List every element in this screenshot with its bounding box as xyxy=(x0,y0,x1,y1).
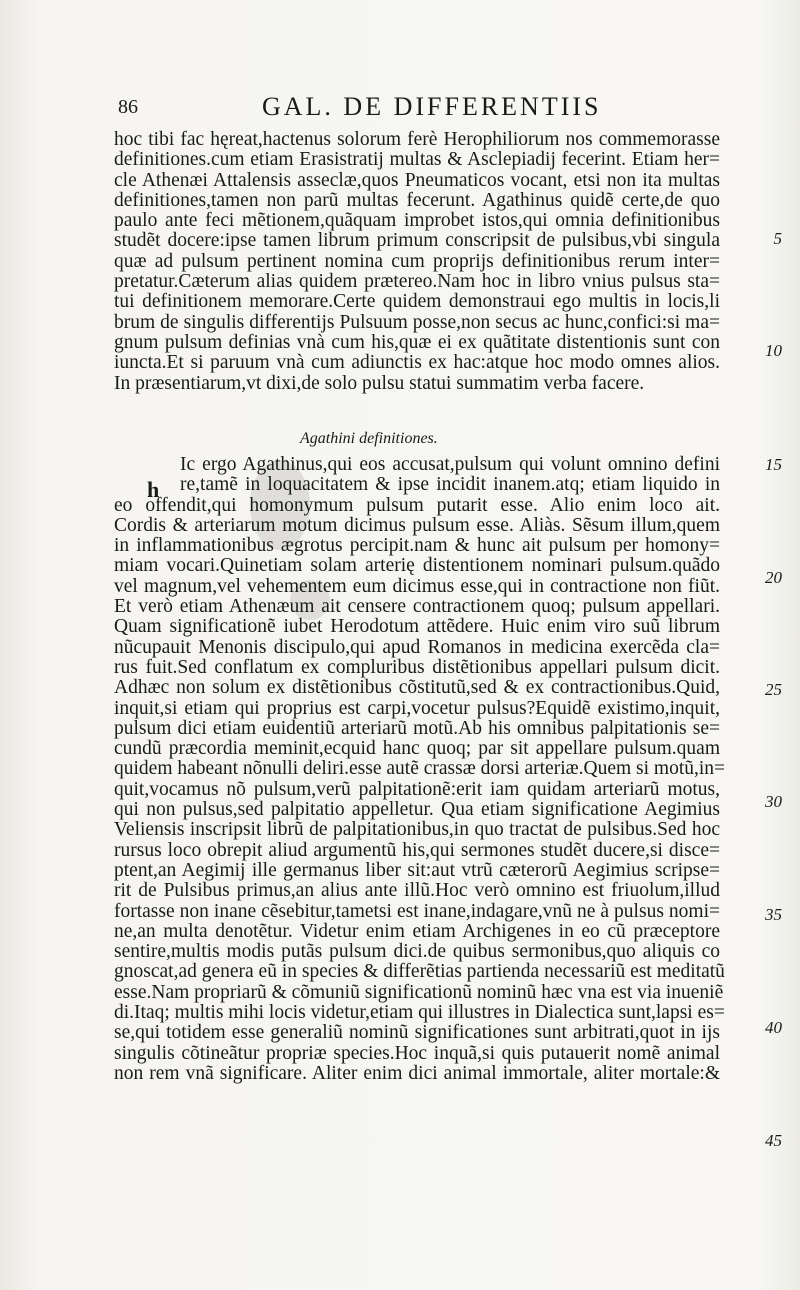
text-line: studẽt docere:ipse tamen librum primum conscripsit de pulsibus,vbi singula xyxy=(114,230,720,252)
line-number: 35 xyxy=(765,905,782,924)
text-line: pretatur.Cæterum alias quidem prætereo.Nam hoc in libro vnius pulsus sta= xyxy=(114,271,720,293)
text-line: iuncta.Et si paruum vnà cum adiunctis ex hac:atque hoc modo omnes alios. xyxy=(114,352,720,374)
text-line: definitiones.cum etiam Erasistratij multas & Asclepiadij fecerint. Etiam her= xyxy=(114,149,720,171)
text-line: rit de Pulsibus primus,an alius ante illũ.Hoc verò omnino est friuolum,illud xyxy=(114,880,720,902)
text-line: se,qui totidem esse generaliũ nominũ significationes sunt arbitrati,quot in ijs xyxy=(114,1022,720,1044)
text-line: Quam significationẽ iubet Herodotum attẽdere. Huic enim viro suũ librum xyxy=(114,616,720,638)
line-number: 25 xyxy=(765,680,782,699)
text-block-bottom xyxy=(114,454,726,1084)
text-line: tui definitionem memorare.Certe quidem demonstraui ego multis in locis,li xyxy=(114,291,720,313)
text-line: singulis cõtineãtur propriæ species.Hoc inquã,si quis putauerit nomẽ animal xyxy=(114,1042,720,1064)
text-line: pulsum dici etiam euidentiũ arteriarũ motũ.Ab his omnibus palpitationis se= xyxy=(114,717,720,739)
page-header xyxy=(112,92,722,122)
line-number: 15 xyxy=(765,455,782,474)
text-line: di.Itaq; multis mihi locis videtur,etiam qui illustres in Dialectica sunt,lapsi es= xyxy=(114,1002,725,1024)
text-line: quidem habeant nõnulli deliri.esse autẽ crassæ dorsi arteriæ.Quem si motũ,in= xyxy=(114,758,726,780)
text-line: quæ ad pulsum pertinent nomina cum proprijs definitionibus rerum inter= xyxy=(114,250,720,272)
line-number: 10 xyxy=(765,341,782,360)
text-line: cundũ præcordia meminit,ecquid hanc quoq; par sit appellare pulsum.quam xyxy=(114,738,720,760)
text-line: esse.Nam propriarũ & cõmuniũ significationũ nominũ hæc vna est via inueniẽ xyxy=(114,981,724,1003)
text-line: cle Athenæi Attalensis asseclæ,quos Pneumaticos vocant, etsi non ita multas xyxy=(114,169,720,191)
text-line: rursus loco obrepit aliud argumentũ his,qui sermones studẽt ducere,si disce= xyxy=(114,839,720,861)
text-line: re,tamẽ in loquacitatem & ipse incidit inanem.atq; etiam liquido in xyxy=(180,474,720,496)
text-line: vel magnum,vel vehementem eum dicimus esse,qui in contractione non fiũt. xyxy=(114,575,720,597)
text-line: eo offendit,qui homonymum pulsum putarit esse. Alio enim loco ait. xyxy=(114,494,720,516)
text-line: qui non pulsus,sed palpitatio appelletur. Qua etiam significatione Aegimius xyxy=(114,799,720,821)
text-line: Cordis & arteriarum motum dicimus pulsum esse. Aliàs. Sẽsum illum,quem xyxy=(114,514,720,536)
text-line: ne,an multa denotẽtur. Videtur enim etiam Archigenes in eo cũ præceptore xyxy=(114,920,720,942)
line-number: 5 xyxy=(773,229,782,248)
text-line: inquit,si etiam qui proprius est carpi,vocetur pulsus?Equidẽ existimo,inquit, xyxy=(114,697,720,719)
text-line: paulo ante feci mẽtionem,quãquam improbet istos,qui omnia definitionibus xyxy=(114,210,720,232)
initial-letter: h xyxy=(147,477,160,502)
text-line: gnum pulsum definias vnà cum his,quæ ei ex quãtitate distentionis sunt con xyxy=(114,331,720,353)
text-line: non rem vnã significare. Aliter enim dici animal immortale, aliter mortale:& xyxy=(114,1062,720,1084)
text-line: Adhæc non solum ex distẽtionibus cõstitutũ,sed & ex contractionibus.Quid, xyxy=(114,677,720,699)
text-line: nũcupauit Menonis discipulo,qui apud Romanos in medicina exercẽda cla= xyxy=(114,636,720,658)
text-line: fortasse non inane cẽsebitur,tametsi est inane,indagare,vnũ ne à pulsus nomi= xyxy=(114,900,720,922)
line-number: 40 xyxy=(765,1018,782,1037)
text-line: In præsentiarum,vt dixi,de solo pulsu statui summatim verba facere. xyxy=(114,372,645,394)
text-line: hoc tibi fac hęreat,hactenus solorum ferè Herophiliorum nos commemorasse xyxy=(114,129,720,150)
text-line: ptent,an Aegimij ille germanus liber sit:aut vtrũ cæterorũ Aegimius scripse= xyxy=(114,859,720,881)
text-line: gnoscat,ad genera eũ in species & differẽtias partienda necessariũ est meditatũ xyxy=(114,961,725,983)
text-line: rus fuit.Sed conflatum ex compluribus distẽtionibus appellari pulsum dicit. xyxy=(114,656,720,678)
text-line: Et verò etiam Athenæum ait censere contractionem quoq; pulsum appellari. xyxy=(114,596,720,618)
text-block-top xyxy=(114,130,720,394)
section-heading: Agathini definitiones. xyxy=(300,430,438,447)
text-line: definitiones,tamen non parũ multas fecerunt. Agathinus quidẽ certe,de quo xyxy=(114,189,720,211)
text-line: miam vocari.Quinetiam solam arterię distentionem nominari pulsum.quãdo xyxy=(114,555,720,577)
line-number: 20 xyxy=(765,568,782,587)
text-line: Veliensis inscripsit librũ de palpitationibus,in quo tractat de pulsibus.Sed hoc xyxy=(114,819,720,841)
text-line: quit,vocamus nõ pulsum,verũ palpitationẽ:erit iam quidam arteriarũ motus, xyxy=(114,778,720,800)
text-line: Ic ergo Agathinus,qui eos accusat,pulsum qui volunt omnino defini xyxy=(180,454,720,475)
text-line: in inflammationibus ægrotus percipit.nam & hunc ait pulsum per homony= xyxy=(114,535,720,557)
text-line: sentire,multis modis putãs pulsum dici.de quibus sermonibus,quo aliquis co xyxy=(114,941,720,963)
page-number: 86 xyxy=(118,96,138,118)
line-number: 45 xyxy=(765,1131,782,1150)
text-line: brum de singulis differentijs Pulsuum posse,non secus ac hunc,confici:si ma= xyxy=(114,311,720,333)
line-number: 30 xyxy=(765,792,782,811)
running-head: GAL. DE DIFFERENTIIS xyxy=(262,92,602,121)
